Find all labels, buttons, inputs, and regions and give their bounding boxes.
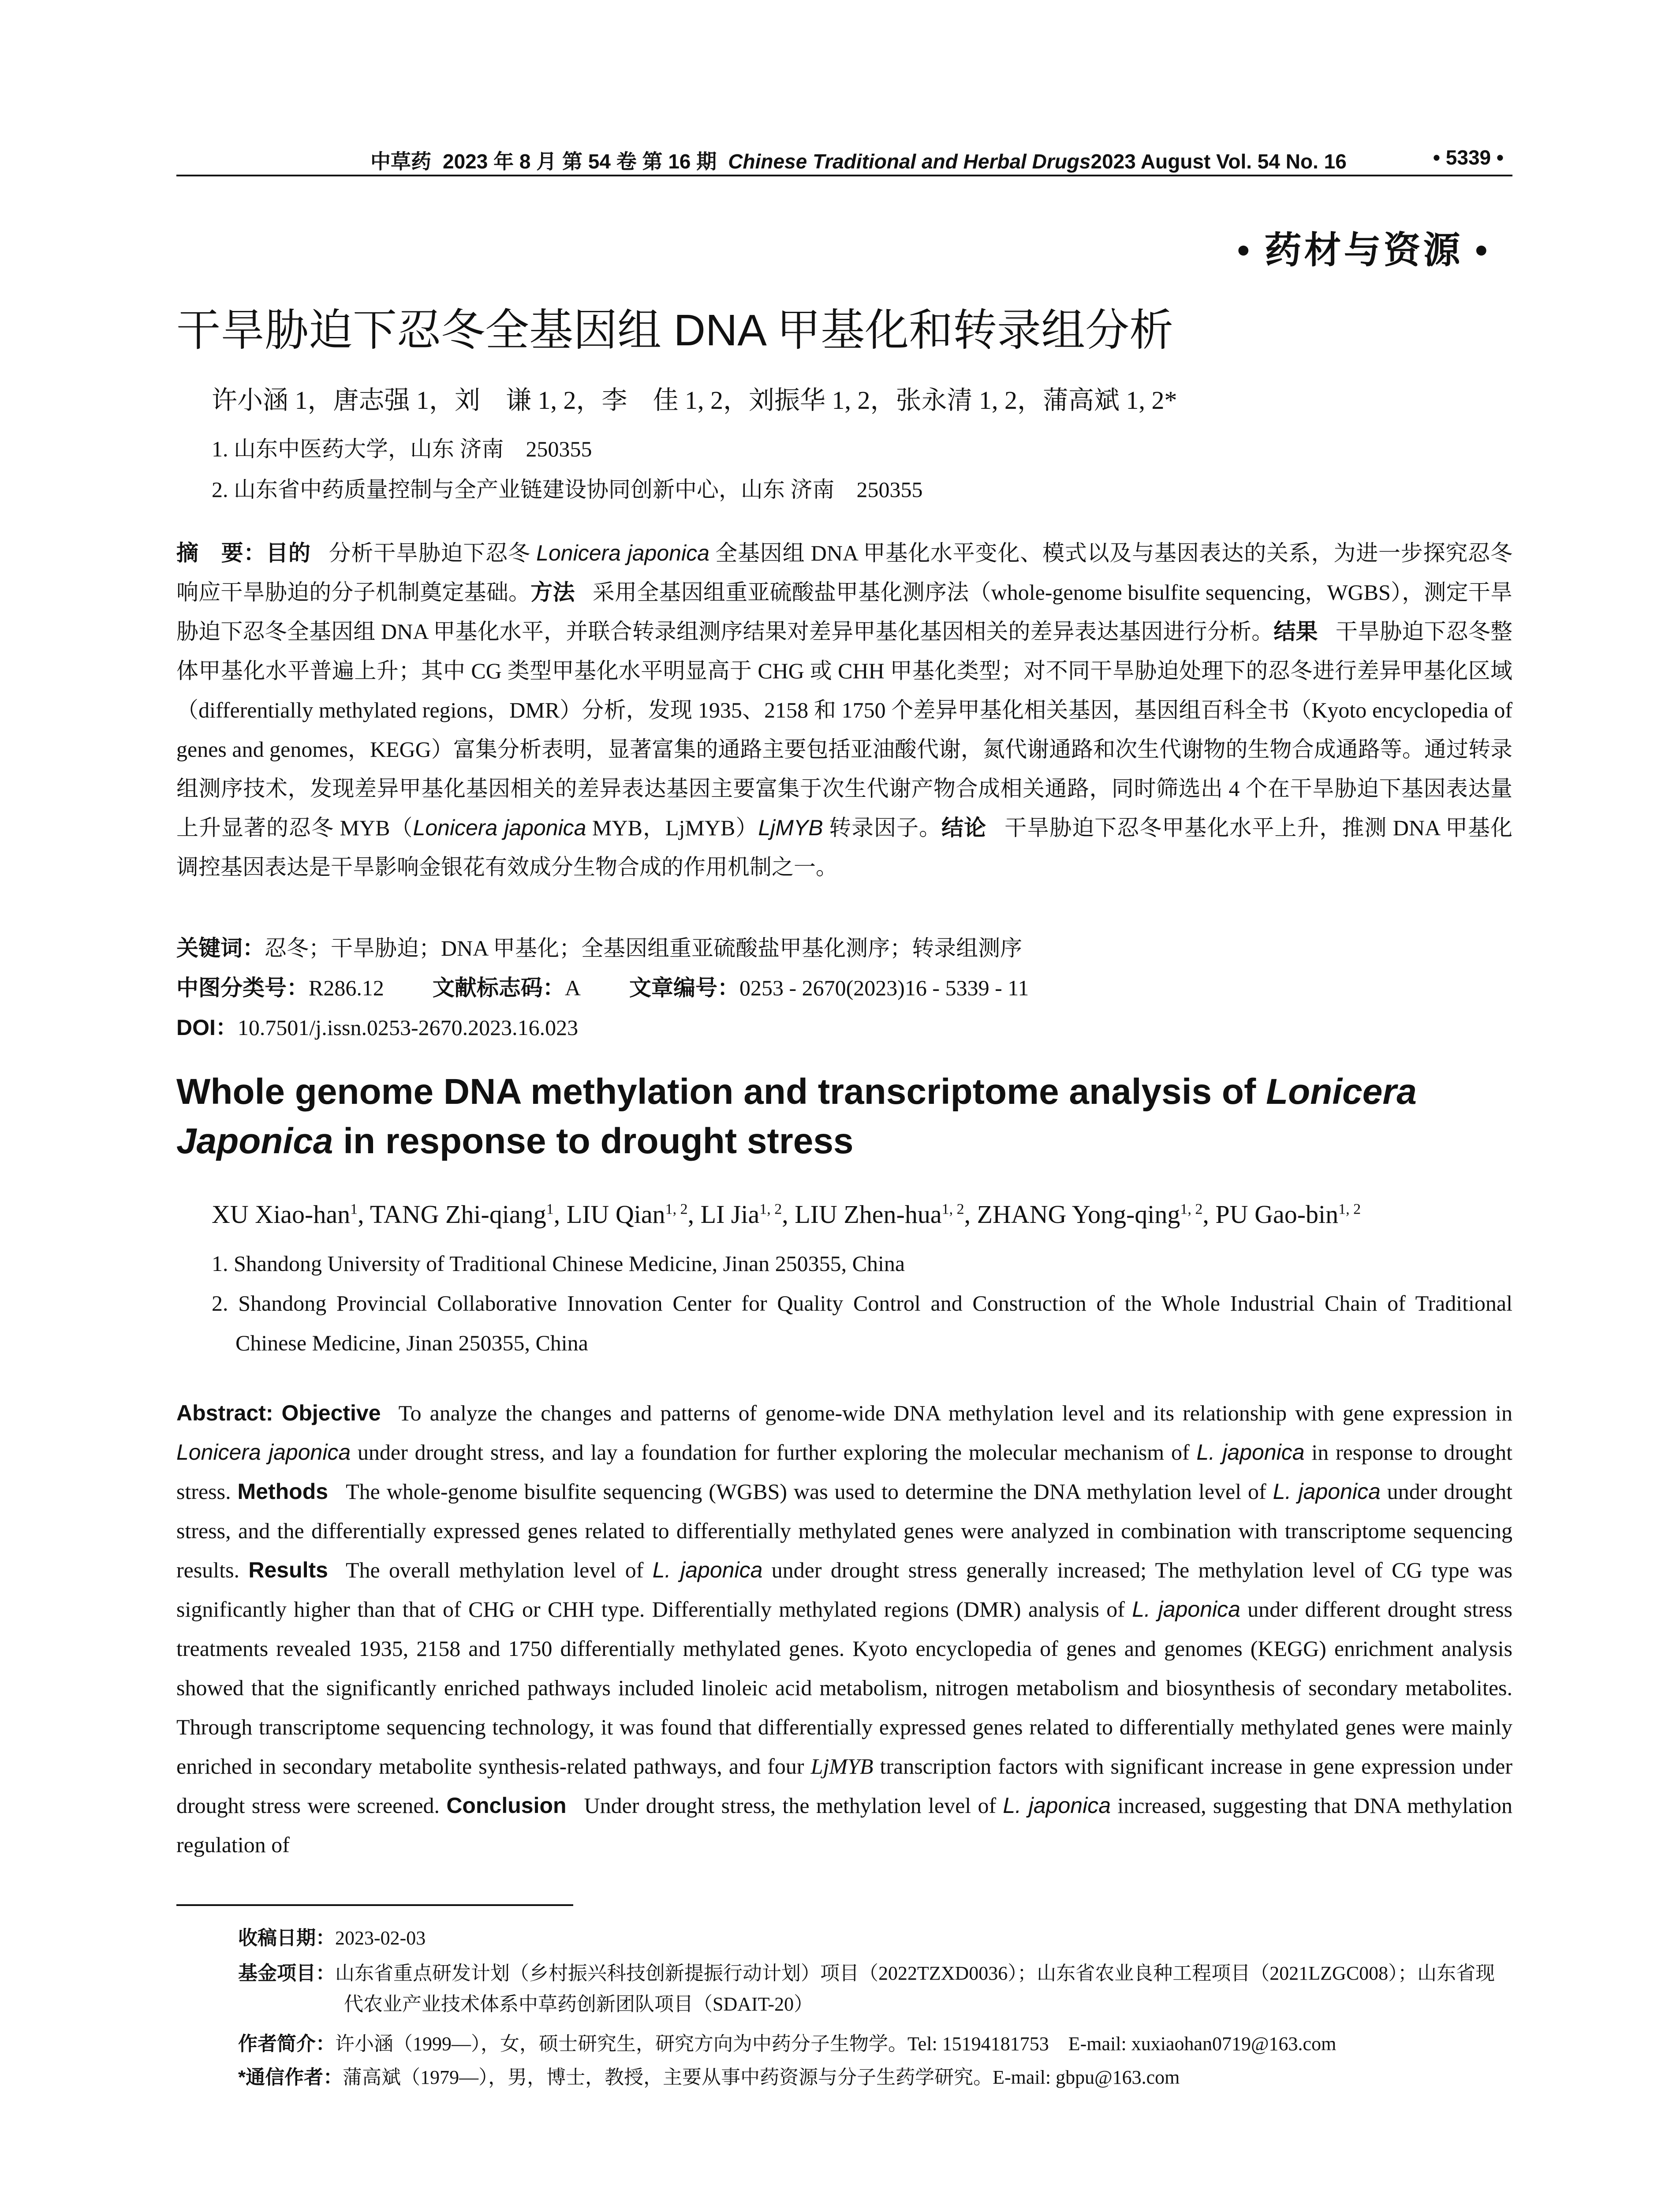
- clc-value: R286.12: [309, 975, 384, 1000]
- running-header-center: [370, 146, 1347, 175]
- cn-authors: 许小涵 1，唐志强 1，刘 谦 1, 2，李 佳 1, 2，刘振华 1, 2，张永清 1, 2，蒲高斌 1, 2*: [212, 386, 1177, 415]
- en-author-name: ZHANG Yong-qing: [977, 1200, 1180, 1229]
- author-label: 作者简介：: [238, 2033, 335, 2055]
- en-author-affiliation-mark: 1, 2: [1180, 1201, 1203, 1218]
- en-author-name: XU Xiao-han: [212, 1200, 351, 1229]
- cn-species: Lonicera japonica: [536, 541, 709, 565]
- en-methods-text: The whole-genome bisulfite sequencing (WGBS) was used to determine the DNA methylation level of: [346, 1479, 1273, 1504]
- footnote-rule: [176, 1904, 573, 1906]
- en-affiliation-1: 1. Shandong University of Traditional Chinese Medicine, Jinan 250355, China: [212, 1251, 905, 1276]
- cn-affiliation-1: 1. 山东中医药大学，山东 济南 250355: [212, 437, 592, 461]
- en-objective-text: To analyze the changes and patterns of genome-wide DNA methylation level and its relationship with gene expression in: [398, 1401, 1513, 1425]
- article-no-value: 0253 - 2670(2023)16 - 5339 - 11: [739, 975, 1029, 1000]
- fund-label: 基金项目：: [238, 1962, 335, 1984]
- en-author-affiliation-mark: 1: [350, 1201, 358, 1218]
- doc-code-label: 文献标志码：: [432, 975, 565, 1000]
- cn-conclusion-text: 干旱胁迫下忍冬甲基化水平上升，推测 DNA 甲基化调控基因表达是干旱影响金银花有效成分生物合成的作用机制之一。: [176, 815, 1513, 879]
- footnote-author: [238, 2029, 1512, 2059]
- en-conclusion-text-2: increased, suggesting that DNA methylation regulation of: [176, 1793, 1513, 1857]
- doc-code-value: A: [564, 975, 581, 1000]
- cn-results-text-2: MYB，LjMYB）: [586, 815, 758, 840]
- cn-results-gene: LjMYB: [758, 815, 823, 840]
- en-author-affiliation-mark: 1: [546, 1201, 554, 1218]
- en-species-short-4: L. japonica: [1132, 1597, 1240, 1622]
- issue-en: 2023 August Vol. 54 No. 16: [1090, 150, 1347, 173]
- cn-objective-text-2: 全基因组 DNA 甲基化水平变化、模式以及与基因表达的关系，为进一步探究忍冬响应干旱胁迫的分子机制奠定基础。: [176, 541, 1513, 605]
- header-rule: [176, 175, 1512, 176]
- doi-value: 10.7501/j.issn.0253-2670.2023.16.023: [237, 1015, 579, 1040]
- en-species-short-5: L. japonica: [1003, 1793, 1111, 1818]
- en-results-label: Results: [248, 1558, 328, 1582]
- fund-value: 山东省重点研发计划（乡村振兴科技创新提振行动计划）项目（2022TZXD0036）；山东省农业良种工程项目（2021LZGC008）；山东省现代农业产业技术体系中草药创新团队项目（SDAIT-20）: [335, 1962, 1495, 2015]
- cn-results-species: Lonicera japonica: [413, 815, 586, 840]
- running-header: [176, 146, 1512, 176]
- en-methods-text-2: under drought stress, and the differentially expressed genes related to differentially methylated genes were analyzed in combination with transcriptome sequencing results.: [176, 1479, 1512, 1582]
- en-affiliation-2: 2. Shandong Provincial Collaborative Innovation Center for Quality Control and Construction of the Whole Industrial Chain of Traditional Chinese Medicine, Jinan 250355, China: [212, 1291, 1512, 1355]
- en-results-text-4: transcription factors with significant increase in gene expression under drought stress were screened.: [176, 1754, 1512, 1818]
- corresp-value: 蒲高斌（1979—），男，博士，教授，主要从事中药资源与分子生药学研究。E-mail: gbpu@163.com: [343, 2067, 1180, 2088]
- doi-line: [176, 1010, 578, 1042]
- en-author-name: LIU Qian: [566, 1200, 665, 1229]
- cn-methods-text: 采用全基因组重亚硫酸盐甲基化测序法（whole-genome bisulfite sequencing，WGBS），测定干旱胁迫下忍冬全基因组 DNA 甲基化水平，并联合转录组测序结果对差异甲基化基因相关的差异表达基因进行分析。: [176, 580, 1513, 644]
- en-author-name: TANG Zhi-qiang: [370, 1200, 546, 1229]
- author-value: 许小涵（1999—），女，硕士研究生，研究方向为中药分子生物学。Tel: 15194181753 E-mail: xuxiaohan0719@163.com: [335, 2033, 1337, 2055]
- article-no-label: 文章编号：: [629, 975, 739, 1000]
- en-abstract: [176, 1394, 1512, 1865]
- keywords-text: 忍冬；干旱胁迫；DNA 甲基化；全基因组重亚硫酸盐甲基化测序；转录组测序: [265, 936, 1023, 960]
- en-author-affiliation-mark: 1, 2: [665, 1201, 688, 1218]
- en-title-text: Whole genome DNA methylation and transcriptome analysis of: [176, 1072, 1266, 1112]
- en-species-short: L. japonica: [1196, 1440, 1305, 1465]
- received-value: 2023-02-03: [335, 1927, 426, 1949]
- footnote-corresponding: [238, 2062, 1512, 2093]
- en-methods-label: Methods: [237, 1479, 329, 1504]
- en-title-species-2: Japonica: [176, 1121, 333, 1161]
- cn-abstract-label: 摘 要：: [176, 541, 266, 565]
- cn-affiliation-2: 2. 山东省中药质量控制与全产业链建设协同创新中心，山东 济南 250355: [212, 477, 923, 502]
- footnote-received: [238, 1923, 1512, 1954]
- footnote-fund: [238, 1958, 1512, 2020]
- received-label: 收稿日期：: [238, 1927, 335, 1949]
- cn-methods-label: 方法: [530, 580, 575, 605]
- en-author-name: LI Jia: [700, 1200, 760, 1229]
- cn-results-label: 结果: [1273, 619, 1318, 644]
- doi-label: DOI：: [176, 1015, 238, 1040]
- en-results-text-2: under drought stress generally increased; The methylation level of CG type was significantly higher than that of CHG or CHH type. Differentially methylated regions (DMR) analysis of: [176, 1558, 1512, 1622]
- en-authors: XU Xiao-han$^1$, TANG Zhi-qiang$^1$, LIU Qian$^{1, 2}$, LI Jia$^{1, 2}$, LIU Zhen-hua$^{1, 2}$, ZHANG Yong-qing$^{1, 2}$, PU Gao-bin$^{1, 2}$: [212, 1200, 1361, 1229]
- en-species-full: Lonicera japonica: [176, 1440, 351, 1465]
- page-number: • 5339 •: [1433, 146, 1504, 169]
- issue-cn: 2023 年 8 月 第 54 卷 第 16 期: [443, 150, 717, 173]
- en-abstract-label: Abstract:: [176, 1401, 273, 1425]
- en-conclusion-text: Under drought stress, the methylation level of: [584, 1793, 1003, 1818]
- cn-classification: [176, 970, 1029, 1002]
- journal-name-cn: 中草药: [370, 149, 431, 173]
- cn-objective-label: 目的: [266, 541, 311, 565]
- journal-name-en: Chinese Traditional and Herbal Drugs: [728, 150, 1091, 173]
- en-results-text-3: under different drought stress treatments revealed 1935, 2158 and 1750 differentially methylated genes. Kyoto encyclopedia of genes and genomes (KEGG) enrichment analysis showed that the significantly enriched pathways included linoleic acid metabolism, nitrogen metabolism and biosynthesis of secondary metabolites. Through transcriptome sequencing technology, it was found that differentially expressed genes related to differentially methylated genes were mainly enriched in secondary metabolite synthesis-related pathways, and four: [176, 1597, 1512, 1779]
- section-tag: • 药材与资源 •: [1237, 230, 1490, 271]
- cn-title: 干旱胁迫下忍冬全基因组 DNA 甲基化和转录组分析: [176, 306, 1174, 355]
- en-species-short-3: L. japonica: [652, 1558, 763, 1582]
- en-objective-label: Objective: [281, 1401, 381, 1425]
- cn-results-text-3: 转录因子。: [823, 815, 942, 840]
- en-title-species-1: Lonicera: [1266, 1072, 1417, 1112]
- clc-label: 中图分类号：: [176, 975, 309, 1000]
- cn-keywords: [176, 931, 1022, 962]
- corresp-label: *通信作者：: [238, 2067, 343, 2088]
- en-species-short-2: L. japonica: [1273, 1479, 1381, 1504]
- cn-abstract: [176, 534, 1512, 887]
- en-title: [176, 1067, 1512, 1166]
- en-author-name: LIU Zhen-hua: [795, 1200, 942, 1229]
- en-conclusion-label: Conclusion: [446, 1793, 567, 1818]
- en-objective-text-3: in response to drought stress.: [176, 1440, 1512, 1504]
- cn-results-text: 干旱胁迫下忍冬整体甲基化水平普遍上升；其中 CG 类型甲基化水平明显高于 CHG 或 CHH 甲基化类型；对不同干旱胁迫处理下的忍冬进行差异甲基化区域（differentially methylated regions，DMR）分析，发现 1935、2158 和 1750 个差异甲基化相关基因，基因组百科全书（Kyoto encyclopedia of genes and genomes，KEGG）富集分析表明，显著富集的通路主要包括亚油酸代谢，氮代谢通路和次生代谢物的生物合成通路等。通过转录组测序技术，发现差异甲基化基因相关的差异表达基因主要富集于次生代谢产物合成相关通路，同时筛选出 4 个在干旱胁迫下基因表达量上升显著的忍冬 MYB（: [176, 619, 1512, 840]
- en-results-text: The overall methylation level of: [345, 1558, 653, 1582]
- en-author-name: PU Gao-bin: [1215, 1200, 1339, 1229]
- keywords-label: 关键词：: [176, 936, 265, 960]
- en-author-affiliation-mark: 1, 2: [1338, 1201, 1361, 1218]
- en-title-text-2: in response to drought stress: [333, 1121, 854, 1161]
- en-results-gene: LjMYB: [810, 1754, 874, 1779]
- en-author-affiliation-mark: 1, 2: [941, 1201, 964, 1218]
- en-author-affiliation-mark: 1, 2: [759, 1201, 782, 1218]
- en-objective-text-2: under drought stress, and lay a foundation for further exploring the molecular mechanism of: [351, 1440, 1197, 1465]
- cn-objective-text: 分析干旱胁迫下忍冬: [328, 541, 537, 565]
- cn-conclusion-label: 结论: [941, 815, 987, 840]
